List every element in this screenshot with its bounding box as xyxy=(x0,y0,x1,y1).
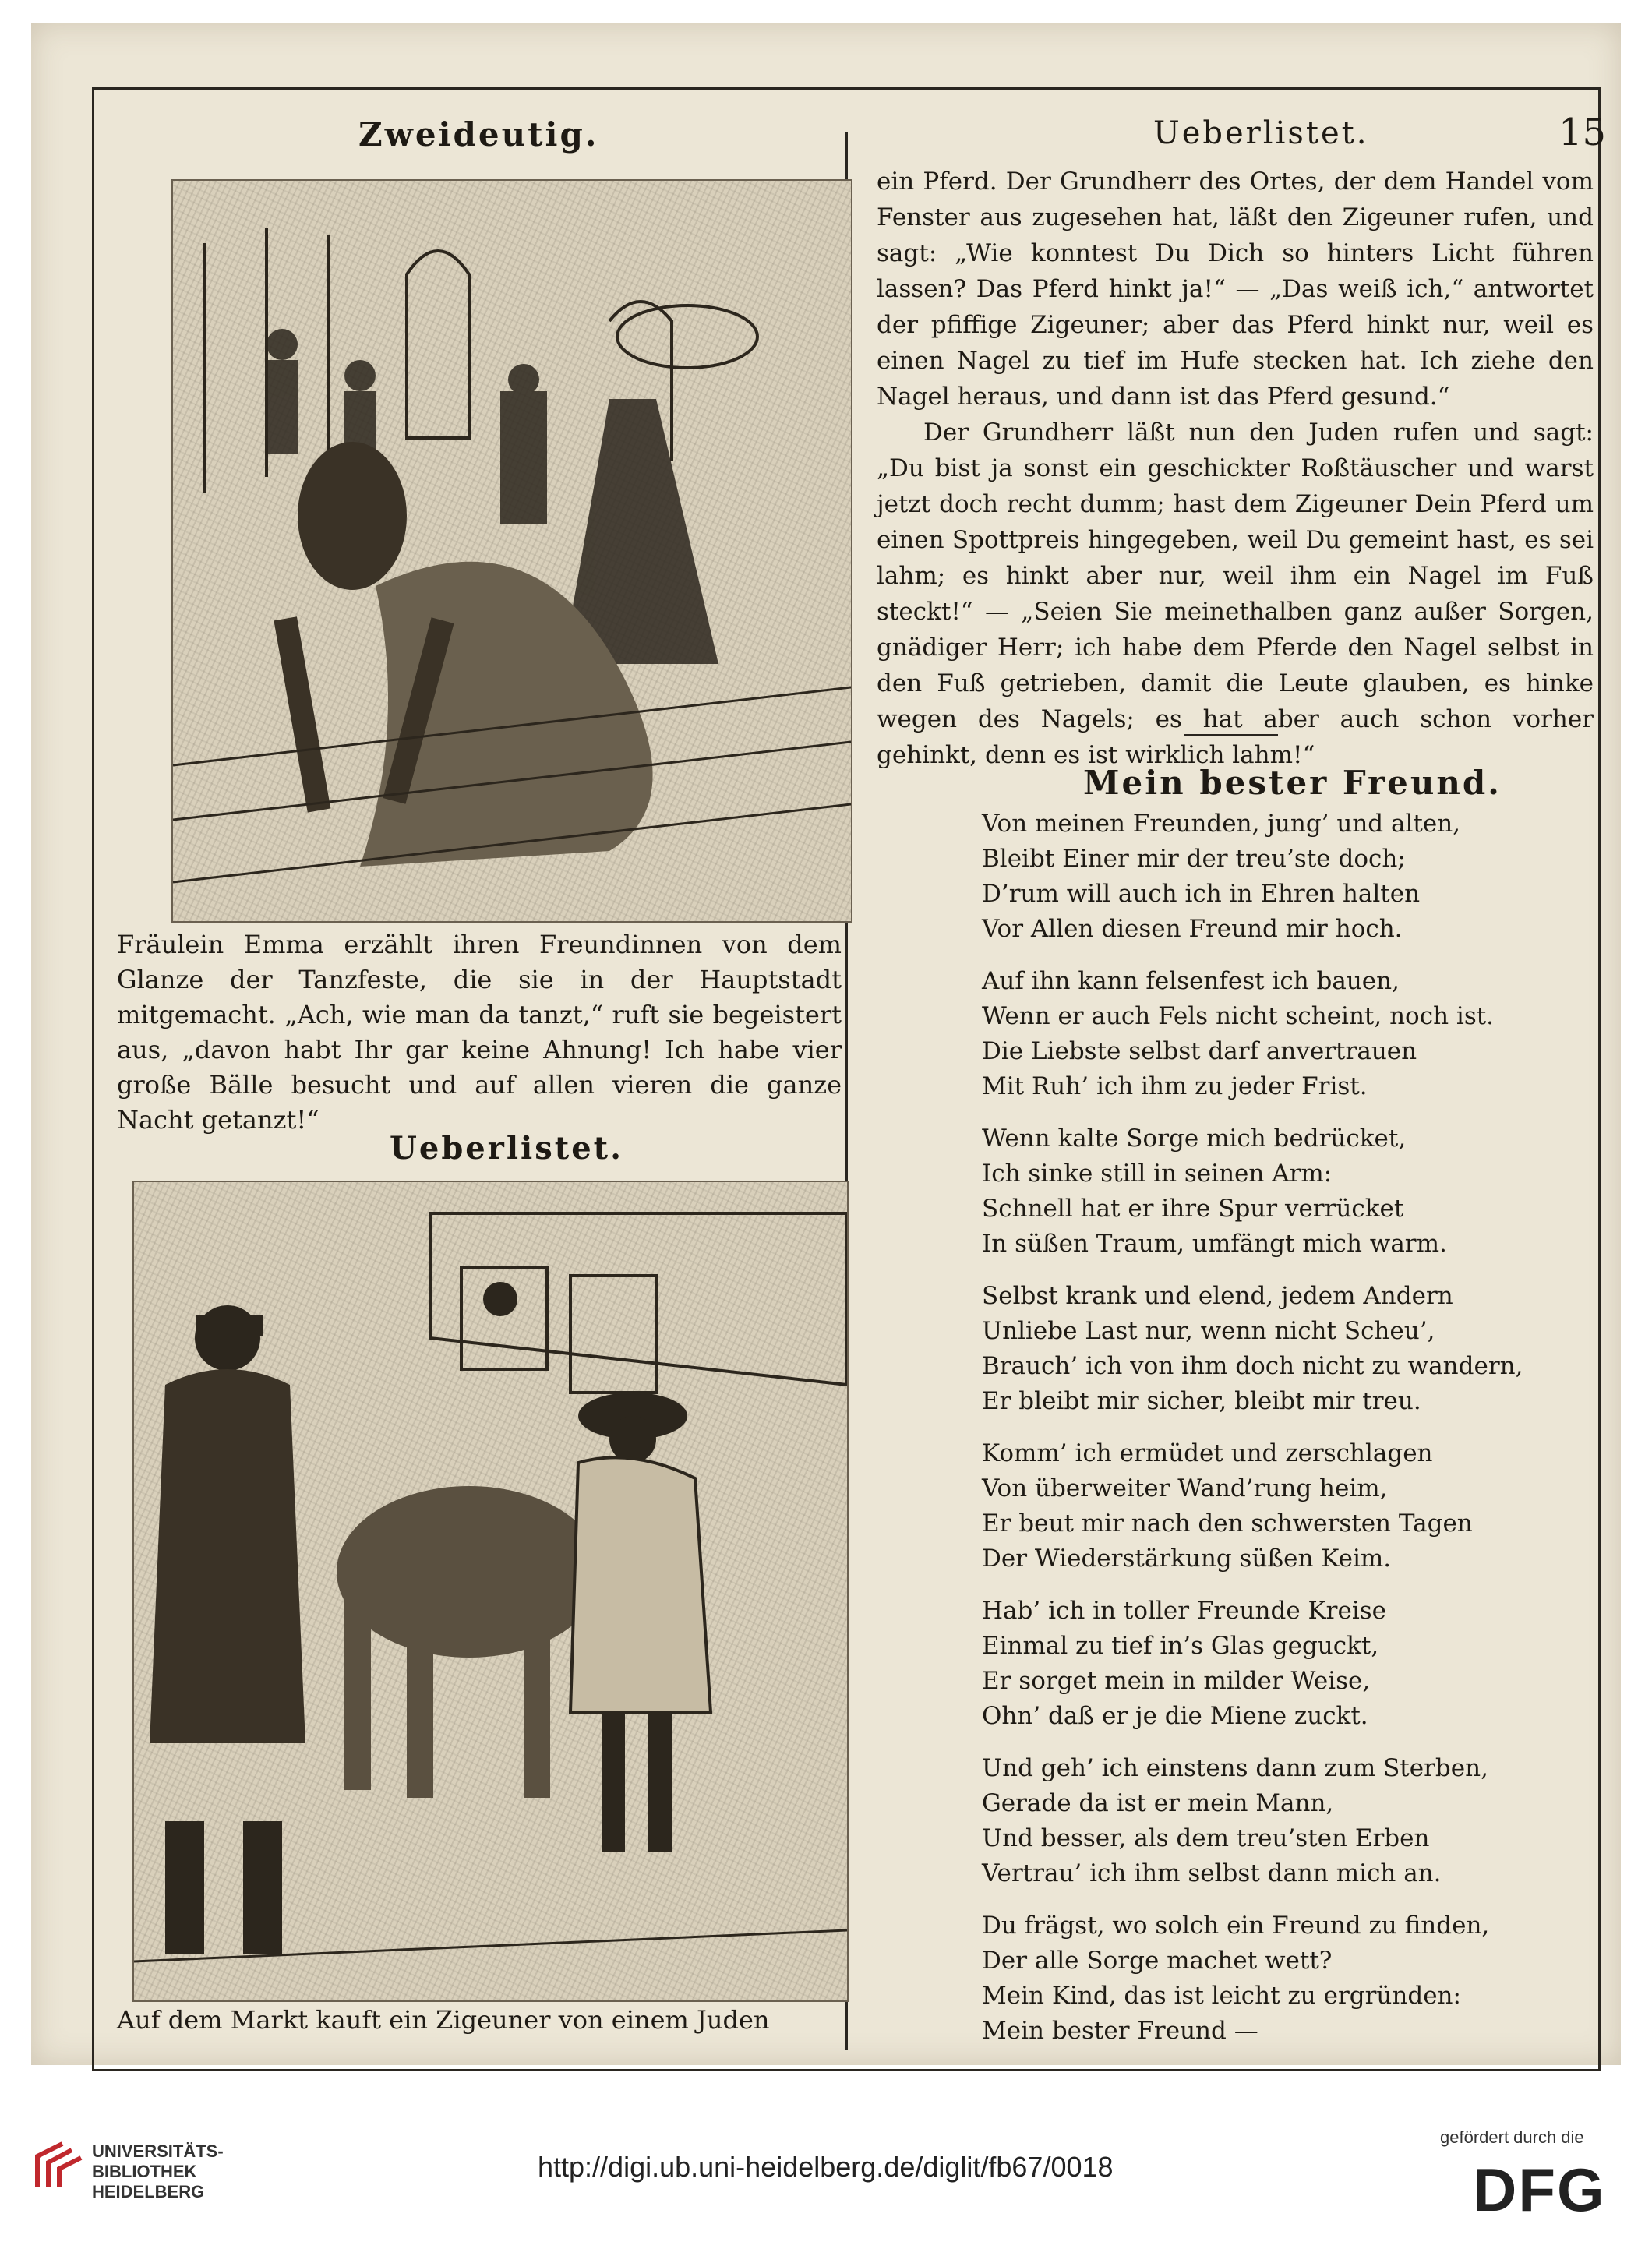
poem-line: Selbst krank und elend, jedem Andern xyxy=(982,1282,1453,1310)
poem-line: Er beut mir nach den schwersten Tagen xyxy=(982,1509,1473,1538)
poem-stanza-4 xyxy=(982,1279,1590,1419)
ballroom-engraving-icon xyxy=(171,179,852,923)
funding-label: gefördert durch die xyxy=(1440,2127,1584,2147)
dfg-logo: DFG xyxy=(1473,2155,1606,2224)
market-horse-engraving-icon xyxy=(132,1181,849,2002)
poem-line: Der Wiederstärkung süßen Keim. xyxy=(982,1545,1392,1573)
poem-stanza-7 xyxy=(982,1751,1590,1891)
poem-stanza-3 xyxy=(982,1121,1590,1262)
article-ueberlistet-body xyxy=(877,164,1594,773)
poem-line: Ohn’ daß er je die Miene zuckt. xyxy=(982,1702,1368,1730)
poem-line: Mein Kind, das ist leicht zu ergründen: xyxy=(982,1982,1461,2010)
poem-line: Einmal zu tief in’s Glas geguckt, xyxy=(982,1632,1379,1660)
institution-line: BIBLIOTHEK xyxy=(92,2162,197,2181)
poem-mein-bester-freund xyxy=(982,807,1590,2066)
poem-line: Hab’ ich in toller Freunde Kreise xyxy=(982,1597,1387,1625)
poem-line: Er bleibt mir sicher, bleibt mir treu. xyxy=(982,1387,1421,1415)
poem-line: Du frägst, wo solch ein Freund zu finden, xyxy=(982,1912,1490,1940)
university-library-logo-icon xyxy=(31,2139,86,2194)
poem-line: Und geh’ ich einstens dann zum Sterben, xyxy=(982,1754,1488,1782)
poem-line: Auf ihn kann felsenfest ich bauen, xyxy=(982,967,1400,995)
page-number: 15 xyxy=(1558,111,1607,154)
poem-line: Komm’ ich ermüdet und zerschlagen xyxy=(982,1439,1433,1467)
article-paragraph-2: Der Grundherr läßt nun den Juden rufen und sagt: „Du bist ja sonst ein geschickter Roßtäuscher und warst jetzt doch recht dumm; hast dem Zigeuner Dein Pferd um einen Spottpreis hingegeben, weil Du gemeint hast, es sei lahm; es hinkt aber nur, weil ihm ein Nagel im Fuß steckt!“ — „Seien Sie meinethalben ganz außer Sorgen, gnädiger Herr; ich habe dem Pferde den Nagel selbst in den Fuß getrieben, damit die Leute glauben, es hinke wegen des Nagels; es hat aber auch schon vorher gehinkt, denn es ist wirklich lahm!“ xyxy=(877,418,1594,769)
poem-line: Unliebe Last nur, wenn nicht Scheu’, xyxy=(982,1317,1435,1345)
institution-line: HEIDELBERG xyxy=(92,2182,205,2201)
institution-name xyxy=(92,2141,224,2202)
permalink-url[interactable]: http://digi.ub.uni-heidelberg.de/diglit/fb67/0018 xyxy=(538,2151,1114,2183)
poem-line: In süßen Traum, umfängt mich warm. xyxy=(982,1230,1447,1258)
header-running-title: Ueberlistet. xyxy=(1153,115,1369,151)
poem-line: Ich sinke still in seinen Arm: xyxy=(982,1160,1333,1188)
poem-line: Vertrau’ ich ihm selbst dann mich an. xyxy=(982,1859,1442,1887)
section-title-ueberlistet: Ueberlistet. xyxy=(390,1130,624,1167)
poem-stanza-2 xyxy=(982,964,1590,1104)
poem-line: Bleibt Einer mir der treu’ste doch; xyxy=(982,845,1406,873)
caption-markt: Auf dem Markt kauft ein Zigeuner von einem Juden xyxy=(117,2005,770,2035)
poem-line: Von überweiter Wand’rung heim, xyxy=(982,1474,1388,1502)
caption-emma: Fräulein Emma erzählt ihren Freundinnen von dem Glanze der Tanzfeste, die sie in der Hauptstadt mitgemacht. „Ach, wie man da tanzt,“ ruft sie begeistert aus, „davon habt Ihr gar keine Ahnung! Ich habe vier große Bälle besucht und auf allen vieren die ganze Nacht getanzt!“ xyxy=(117,930,842,1135)
article-paragraph-1: ein Pferd. Der Grundherr des Ortes, der dem Handel vom Fenster aus zugesehen hat, läßt den Zigeuner rufen, und sagt: „Wie konntest Du Dich so hinters Licht führen lassen? Das Pferd hinkt ja!“ — „Das weiß ich,“ antwortet der pfiffige Zigeuner; aber das Pferd hinkt nur, weil es einen Nagel zu tief im Hufe stecken hat. Ich ziehe den Nagel heraus, und dann ist das Pferd gesund.“ xyxy=(877,168,1594,411)
poem-stanza-5 xyxy=(982,1436,1590,1576)
section-divider xyxy=(1184,734,1278,736)
header-left-title: Zweideutig. xyxy=(358,115,599,154)
institution-line: UNIVERSITÄTS- xyxy=(92,2141,224,2161)
poem-stanza-1 xyxy=(982,807,1590,947)
poem-line: Vor Allen diesen Freund mir hoch. xyxy=(982,915,1403,943)
poem-stanza-6 xyxy=(982,1594,1590,1734)
poem-stanza-8 xyxy=(982,1908,1590,2049)
poem-line: Gerade da ist er mein Mann, xyxy=(982,1789,1334,1817)
poem-line: Er sorget mein in milder Weise, xyxy=(982,1667,1371,1695)
poem-line: Von meinen Freunden, jung’ und alten, xyxy=(982,810,1461,838)
poem-line: Mit Ruh’ ich ihm zu jeder Frist. xyxy=(982,1072,1368,1100)
poem-line: Der alle Sorge machet wett? xyxy=(982,1947,1333,1975)
poem-line: Und besser, als dem treu’sten Erben xyxy=(982,1824,1430,1852)
poem-line: Die Liebste selbst darf anvertrauen xyxy=(982,1037,1417,1065)
poem-line: Wenn er auch Fels nicht scheint, noch ist. xyxy=(982,1002,1495,1030)
poem-line: Wenn kalte Sorge mich bedrücket, xyxy=(982,1124,1407,1153)
scanned-page xyxy=(31,23,1621,2065)
poem-line: D’rum will auch ich in Ehren halten xyxy=(982,880,1421,908)
poem-title: Mein bester Freund. xyxy=(1083,764,1502,802)
poem-line: Mein bester Freund — xyxy=(982,2017,1258,2045)
poem-line: Brauch’ ich von ihm doch nicht zu wandern, xyxy=(982,1352,1523,1380)
poem-line: Schnell hat er ihre Spur verrücket xyxy=(982,1195,1404,1223)
